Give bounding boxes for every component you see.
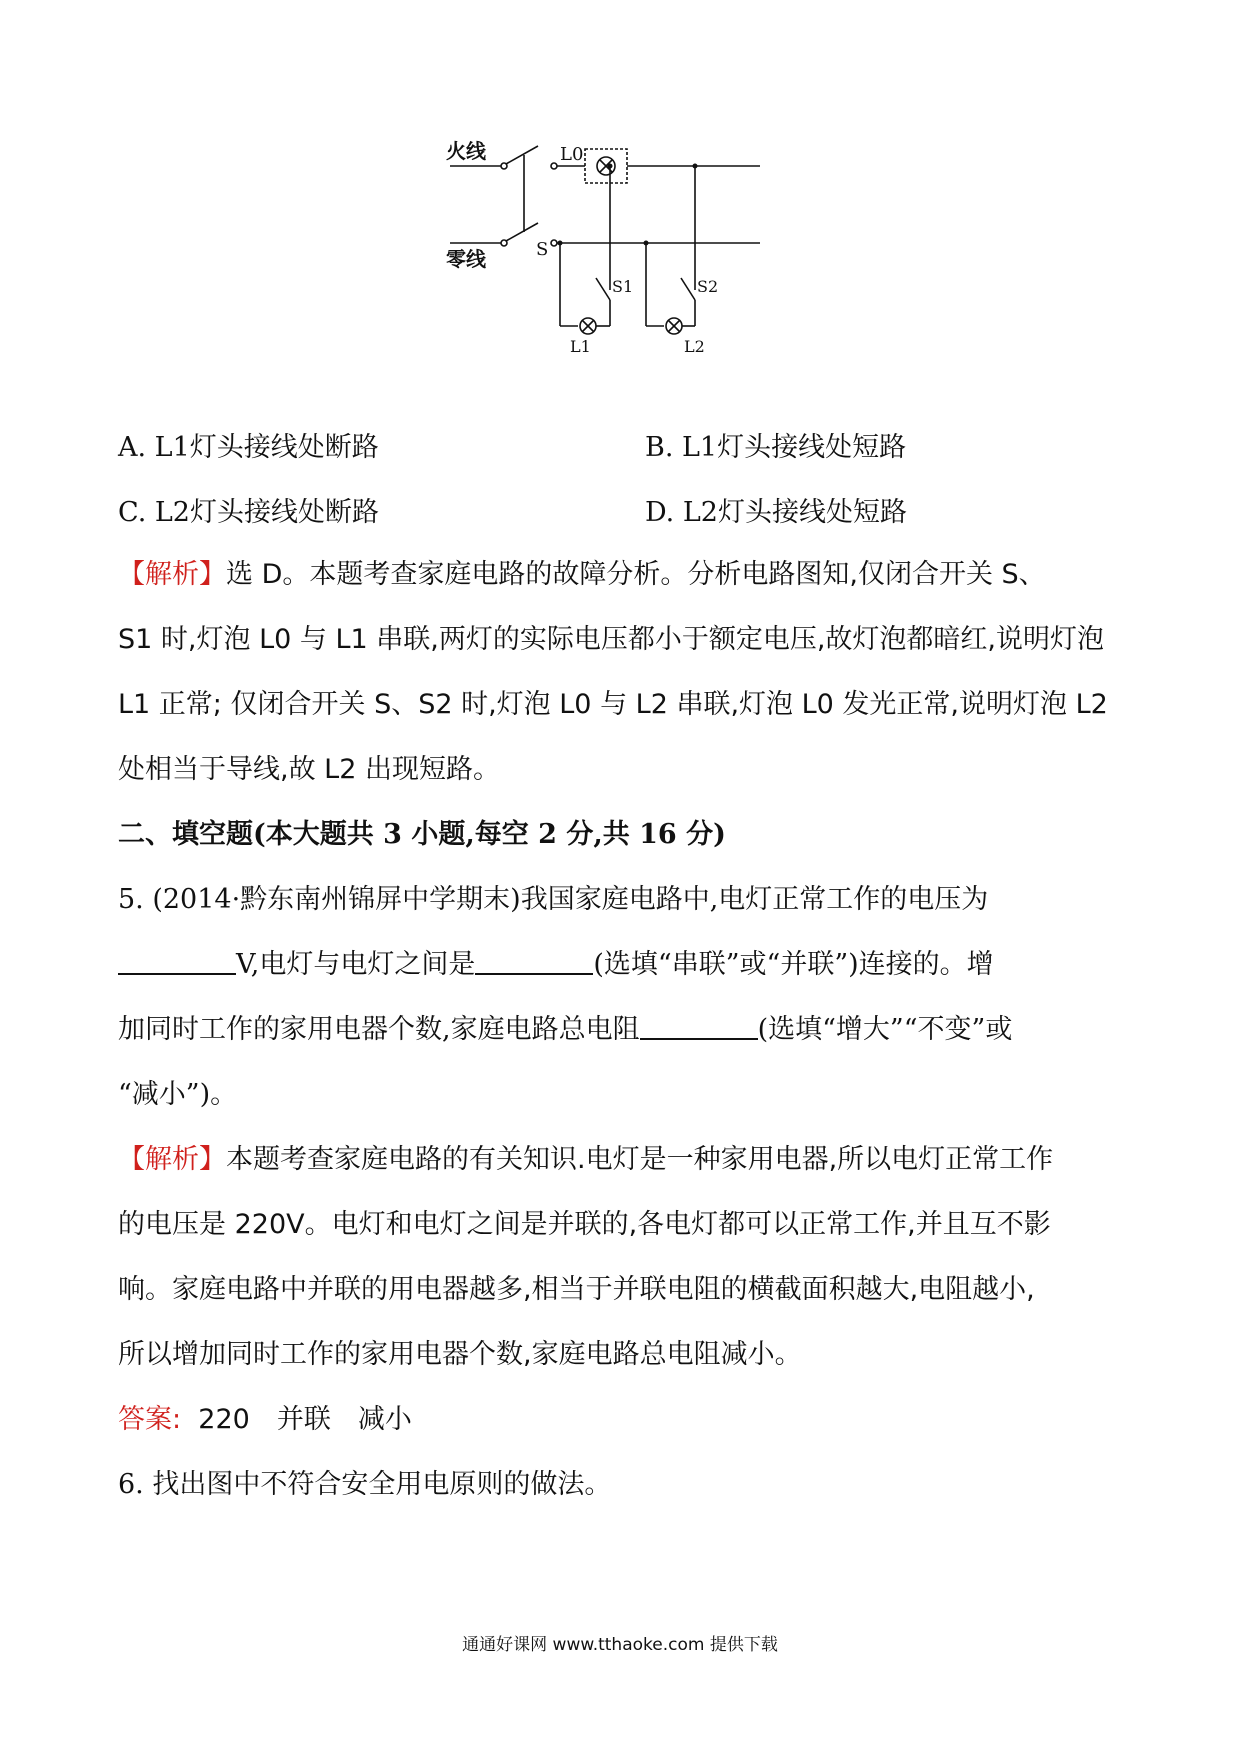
s1-label: S1 bbox=[612, 277, 634, 296]
analysis-tag: 【解析】 bbox=[118, 1144, 226, 1175]
live-wire-label: 火线 bbox=[446, 140, 486, 163]
answer-tag: 答案: bbox=[118, 1404, 182, 1435]
option-d: D. L2灯头接线处短路 bbox=[645, 497, 907, 528]
answer-value: 220 并联 减小 bbox=[198, 1404, 412, 1435]
analysis-1-line-4: 处相当于导线,故 L2 出现短路。 bbox=[118, 754, 500, 785]
analysis-1-line-2: S1 时,灯泡 L0 与 L1 串联,两灯的实际电压都小于额定电压,故灯泡都暗红,说明灯泡 bbox=[118, 624, 1104, 655]
answer-blank-2[interactable] bbox=[475, 949, 593, 975]
analysis-tag: 【解析】 bbox=[118, 559, 226, 590]
s2-label: S2 bbox=[697, 277, 719, 296]
l2-label: L2 bbox=[684, 337, 705, 356]
option-b: B. L1灯头接线处短路 bbox=[645, 432, 907, 463]
q5-line-2: V,电灯与电灯之间是 (选填“串联”或“并联”)连接的。增 bbox=[118, 948, 994, 982]
q6-line: 6. 找出图中不符合安全用电原则的做法。 bbox=[118, 1469, 612, 1500]
answer-line bbox=[118, 1403, 412, 1437]
analysis-2-line-2: 的电压是 220V。电灯和电灯之间是并联的,各电灯都可以正常工作,并且互不影 bbox=[118, 1209, 1051, 1240]
l0-label: L0 bbox=[560, 144, 584, 165]
analysis-2-line-4: 所以增加同时工作的家用电器个数,家庭电路总电阻减小。 bbox=[118, 1339, 802, 1370]
s-label: S bbox=[536, 239, 549, 260]
neutral-wire-label: 零线 bbox=[446, 247, 486, 271]
analysis-2-line-1: 【解析】本题考查家庭电路的有关知识.电灯是一种家用电器,所以电灯正常工作 bbox=[118, 1144, 1054, 1175]
footer-text: 通通好课网 www.tthaoke.com 提供下载 bbox=[462, 1635, 778, 1655]
answer-blank-1[interactable] bbox=[118, 949, 236, 975]
l1-label: L1 bbox=[570, 337, 591, 356]
circuit-diagram bbox=[440, 140, 820, 400]
option-c: C. L2灯头接线处断路 bbox=[118, 497, 379, 528]
analysis-1-line-1: 【解析】选 D。本题考查家庭电路的故障分析。分析电路图知,仅闭合开关 S、 bbox=[118, 559, 1046, 590]
q5-line-3: 加同时工作的家用电器个数,家庭电路总电阻 (选填“增大”“不变”或 bbox=[118, 1014, 1013, 1045]
option-a: A. L1灯头接线处断路 bbox=[118, 432, 379, 463]
q5-line-1: 5. (2014·黔东南州锦屏中学期末)我国家庭电路中,电灯正常工作的电压为 bbox=[118, 884, 989, 915]
analysis-1-line-3: L1 正常; 仅闭合开关 S、S2 时,灯泡 L0 与 L2 串联,灯泡 L0 发光正常,说明灯泡 L2 bbox=[118, 689, 1108, 720]
section-heading: 二、填空题(本大题共 3 小题,每空 2 分,共 16 分) bbox=[118, 819, 726, 850]
q5-line-4: “减小”)。 bbox=[118, 1079, 238, 1110]
analysis-2-line-3: 响。家庭电路中并联的用电器越多,相当于并联电阻的横截面积越大,电阻越小, bbox=[118, 1274, 1035, 1305]
answer-blank-3[interactable] bbox=[640, 1014, 758, 1040]
